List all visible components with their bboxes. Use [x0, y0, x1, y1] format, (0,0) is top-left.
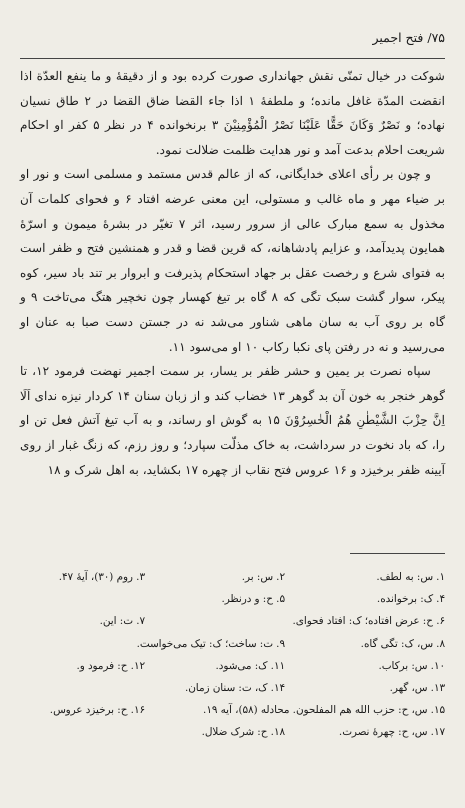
footnote-row [20, 699, 445, 721]
footnote [20, 588, 145, 610]
main-text [20, 64, 445, 482]
footnote-row [20, 677, 445, 699]
footnote: ۱. س: به لطف. [376, 571, 445, 583]
footnote-row [20, 610, 445, 632]
footnote: ۵. ح: و درنظر. [221, 593, 285, 606]
footnote: ۶. ح: عرض افتاده؛ ک: افتاد فحوای. [292, 615, 445, 628]
footnote: ۳. روم (۳۰)، آیهٔ ۴۷. [58, 571, 145, 583]
footnote: ۱۶. ح: برخیزد عروس. [49, 704, 145, 717]
footnotes [20, 566, 445, 744]
paragraph-2: و چون بر رأی اعلای خدایگانی، که از عالم قدس مستمد و مسلمی است و نور او بر ضیاء مهر و ماه غالب و مستولی، این معنی عرضه افتاد ۶ و فحوای کلمات آن مخذول به سمع مبارک عالی از سرور رسید، اثر ۷ تغیّر در بشرهٔ میمون و اسرّهٔ همایون پدیدآمد، و عزایم پادشاهانه، که قرین قضا و قدر و همنشین فتح و ظفر است به فتوای شرع و رخصت عقل بر جهاد استحکام پذیرفت و ابروار بر تند باد سیر، کوه پیکر، سوار گشت سبک تگی که ۸ گاه بر تیغ کهسار چون نخچیر هتگ می‌تاخت ۹ و گاه بر روی آب به سان ماهی شناور می‌شد نه در جستن دست صبا به عنان او می‌رسید و نه در رفتن پای نکبا رکاب ۱۰ او می‌سود ۱۱. [20, 167, 445, 354]
page-header: ۷۵/ فتح اجمیر [372, 30, 445, 45]
footnote: ۱۸. ح: شرک ضلال. [201, 726, 285, 739]
footnote: ۹. ت: ساخت؛ ک: تیک می‌خواست. [136, 637, 285, 650]
footnote-row [20, 588, 445, 610]
header-rule [20, 58, 445, 59]
footnote: ۱۲. ح: فرمود و. [76, 659, 145, 672]
footnote: ۱۳. س، گهر. [389, 682, 445, 695]
footnote: ۱۴. ک، ت: سنان زمان. [184, 682, 285, 695]
paragraph-1: شوکت در خیال تمنّی نقش جهانداری صورت کرده بود و از دقیقهٔ و ما ینفع العدّة اذا انقضت المدّة غافل مانده؛ و ملطفهٔ ۱ اذا جاء القضا ضاق القضا در ۲ طاق نسیان نهاده؛ و نَصْرٌ وَکَانَ حَقًّا عَلَیْنَا نَصْرُ الْمُؤْمِنِیْنَ ۳ برنخوانده ۴ در نظر ۵ کفر او احکام شریعت احلام بدعت آمد و نور هدایت ظلمت ضلالت نمود. [20, 69, 446, 157]
footnote-rule [350, 553, 445, 554]
footnote: ۲. س: بر. [241, 571, 285, 583]
footnote: ۱۱. ک: می‌شود. [215, 659, 285, 672]
footnote: ۸. س، ک: تگی گاه. [360, 637, 445, 650]
footnote: ۴. ک: برخوانده. [376, 593, 445, 606]
paragraph-3: سپاه نصرت بر یمین و حشر ظفر بر یسار، بر سمت اجمیر نهضت فرمود ۱۲، تا گوهر خنجر به خون آن بد گوهر ۱۳ خضاب کند و از زبان سنان ۱۴ کردار نیزه ندای اَلَا اِنَّ حِزْبَ الشَّیْطٰنِ هُمُ الْخٰسِرُوْنَ ۱۵ به گوش او رساند، و به آب تیغ آتش فعل تن او را، که باد نخوت در سرداشت، به خاک مذلّت سپارد؛ و روز رزم، که زنگ غبار از روی آیینه ظفر برخیزد و ۱۶ عروس فتح نقاب از چهره ۱۷ بکشاید، به اهل شرک و ۱۸ [20, 364, 446, 477]
footnote-row [20, 566, 445, 588]
footnote-row [20, 633, 445, 655]
footnote: ۱۵. س، ح: حزب الله هم المفلحون. محادله (۵۸)، آیه ۱۹. [203, 704, 445, 717]
footnote: ۱۰. س: برکاب. [378, 659, 445, 672]
footnote-row [20, 655, 445, 677]
footnote: ۷. ت: این. [99, 615, 145, 628]
footnote-row [20, 721, 445, 743]
footnote: ۱۷. س، ح: چهرهٔ نصرت. [338, 726, 445, 739]
